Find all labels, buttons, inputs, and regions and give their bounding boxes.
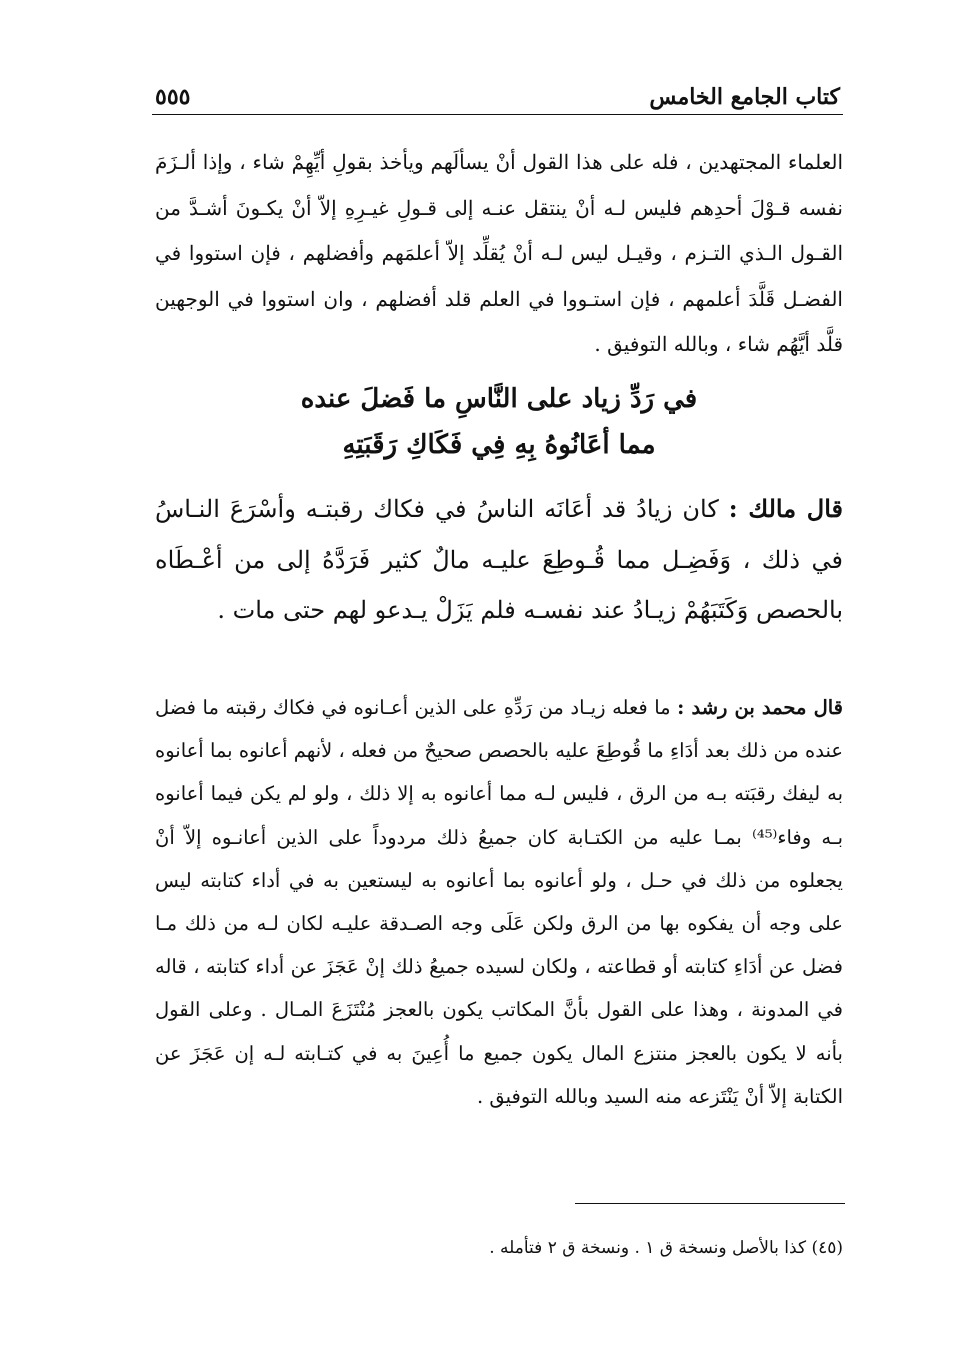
page-number: ٥٥٥ bbox=[155, 84, 191, 110]
paragraph-ibn-rushd bbox=[155, 686, 843, 1118]
footnote: (٤٥) كذا بالأصل ونسخة ق ١ . ونسخة ق ٢ فتأمله . bbox=[489, 1238, 843, 1258]
running-head bbox=[155, 76, 840, 110]
section-heading-line-1: في رَدِّ زياد على النَّاسِ ما فَضلَ عنده bbox=[300, 384, 698, 414]
book-title: كتاب الجامع الخامس bbox=[649, 84, 840, 110]
paragraph-ibn-rushd-text: ما فعله زيـاد من رَدِّهِ على الذين أعـانوه في فكاك رقبته ما فضل عنده من ذلك بعد أدَاءِ ما قُوطِعَ عليه بالحصص صحيحٌ من فعله ، لأنهم أعانوه بما أعانوه به ليفك رقبَته بـه من الرق ، فليس لـه مما أعانوه به إلا ذلك ، ولو لم يكن فيما أعانوه بـه وفاء⁽⁴⁵⁾ بمـا عليه من الكتـابة كان جميعُ ذلك مردوداً على الذين أعانـوه إلاّ أنْ يجعلوه من ذلك في حـل ، ولو أعانوه بما أعانوه به ليستعين به في أداء كتابته ليس على وجه أن يفكوه بها من الرق ولكن عَلَى وجه الصـدقة عليـه لكان لـه من ذلك مـا فضل عن أدَاءِ كتابته أو قطاعته ، ولكان لسيده جميعُ ذلك إنْ عَجَزَ عن أداء كتابته ، قاله في المدونة ، وهذا على القول بأنَّ المكاتب يكون بالعجز مُنْتَزَعَ المـال . وعلى القول بأنه لا يكون بالعجز منتزع المال يكون جميع ما أُعِينَ به في كتـابته لـه إن عَجَزَ عن الكتابة إلاّ أنْ يَنْتَزعه منه السيد وبالله التوفيق . bbox=[155, 696, 843, 1108]
paragraph-malik-text: كان زيادُ قد أعَانَه الناسُ في فكاك رقبتـه وأسْرَعَ النـاسُ في ذلك ، وَفَضِـل مما قُـوطِعَ عليـه مالٌ كثير فَرَدَّهُ إلى من أعْـطَاه بالحصص وَكَتَبَهُمْ زيـادُ عند نفسـه فلم يَزَلْ يـدعو لهم حتى مات . bbox=[155, 495, 843, 624]
section-heading bbox=[155, 376, 843, 468]
header-rule bbox=[152, 114, 843, 115]
footnote-rule bbox=[575, 1203, 845, 1204]
section-heading-line-2: مما أعَانُوهُ بِهِ فِي فَكَاكِ رَقَبَتِهِ bbox=[342, 430, 656, 460]
paragraph-1: العلماء المجتهدين ، فله على هذا القول أنْ يسألَهم ويأخذ بقولِ أيِّهِمْ شاء ، وإذا ألـزَمَ نفسه قـوْلَ أحدِهم فليس لـه أنْ ينتقل عنـه إلى قـولِ غيـرِهِ إلاّ أنْ يكـونَ أشـدَّ من القـول الـذي التـزم ، وقيـل ليس لـه أنْ يُقلِّد إلاّ أعلمَهم وأفضلهم ، فإن استووا في الفضـل قَلَّدَ أعلمهم ، فإن استـووا في العلم قلد أفضلهم ، وان استووا في الوجهين قلَّد أيَّهُم شاء ، وبالله التوفيق . bbox=[155, 150, 844, 356]
speaker-label-malik: قال مالك : bbox=[728, 494, 843, 523]
paragraph-malik bbox=[155, 484, 843, 636]
speaker-label-ibn-rushd: قال محمد بن رشد : bbox=[677, 696, 844, 719]
